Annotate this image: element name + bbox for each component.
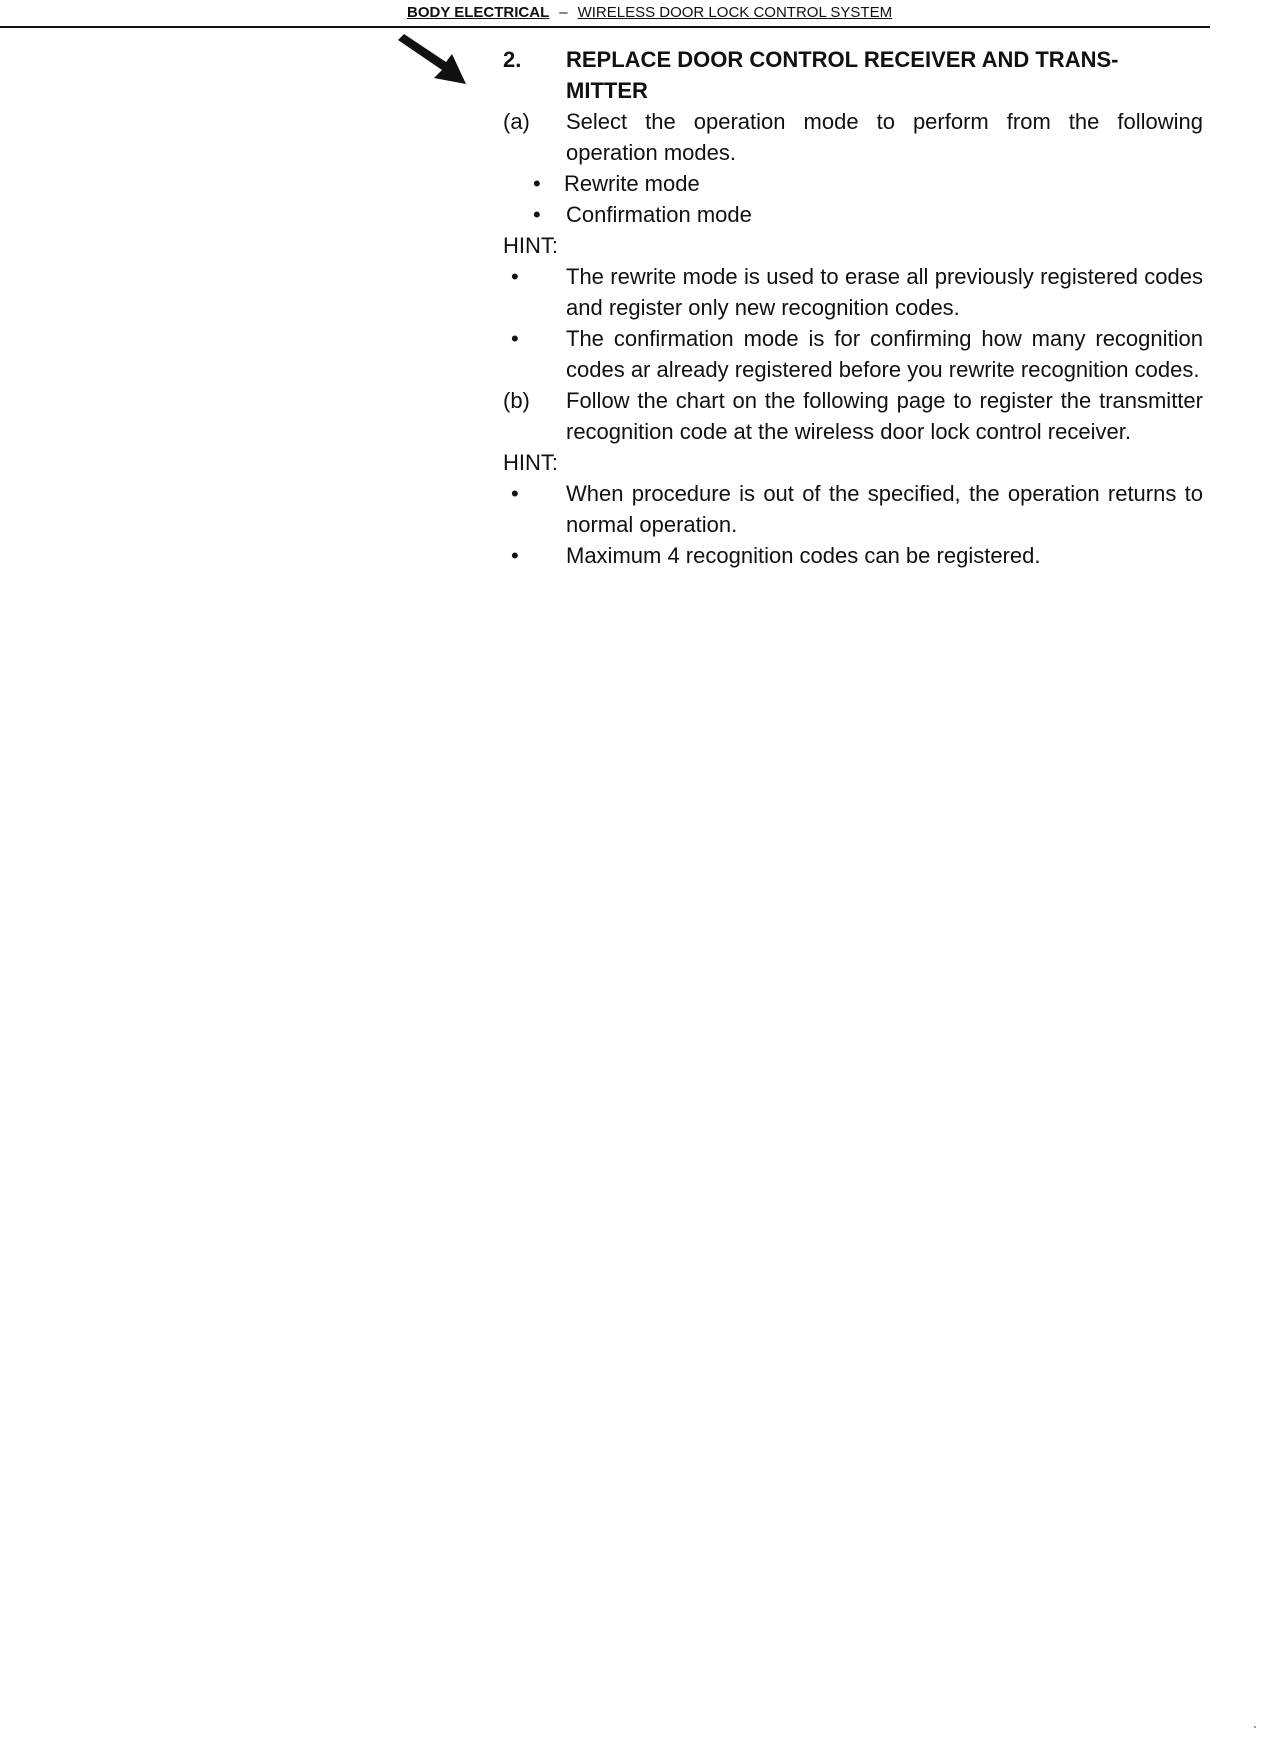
- procedure-content: [503, 44, 1203, 571]
- item-a: [503, 106, 1203, 168]
- item-b-text: Follow the chart on the following page to register the transmitter recognition code at the wireless door lock control receiver.: [566, 388, 1203, 444]
- mode-list: [503, 168, 1203, 230]
- header-section: BODY ELECTRICAL: [407, 4, 550, 21]
- header-separator: –: [559, 4, 568, 21]
- header-subsection: WIRELESS DOOR LOCK CONTROL SYSTEM: [577, 4, 893, 21]
- hint-1-bullet-1: The rewrite mode is used to erase all previously registered codes and register only new recognition codes.: [566, 264, 1203, 320]
- list-item: [503, 540, 1203, 571]
- hint-2-label: HINT:: [503, 450, 558, 475]
- scan-speck: [1254, 1726, 1256, 1728]
- arrow-icon: [396, 34, 470, 88]
- page-header: [0, 0, 1210, 28]
- hint-2-bullet-2: Maximum 4 recognition codes can be registered.: [566, 543, 1041, 568]
- bullet-icon: •: [533, 171, 541, 196]
- hint-2: [503, 447, 1203, 571]
- mode-confirmation: Confirmation mode: [566, 202, 752, 227]
- list-item: [503, 478, 1203, 540]
- step-number: 2.: [503, 47, 522, 72]
- bullet-icon: •: [533, 202, 541, 227]
- mode-rewrite: Rewrite mode: [564, 171, 700, 196]
- step-title: REPLACE DOOR CONTROL RECEIVER AND TRANS- MITTER: [566, 47, 1119, 103]
- hint-1-bullet-2: The confirmation mode is for confirming how many recognition codes ar already registered before you rewrite recognition codes.: [566, 326, 1203, 382]
- item-b: [503, 385, 1203, 447]
- hint-1: [503, 230, 1203, 385]
- item-b-marker: (b): [503, 388, 530, 413]
- hint-2-bullet-1: When procedure is out of the specified, the operation returns to normal operation.: [566, 481, 1203, 537]
- item-a-marker: (a): [503, 109, 530, 134]
- header-text: [407, 4, 892, 21]
- list-item: [503, 323, 1203, 385]
- bullet-icon: •: [511, 543, 519, 568]
- item-a-text: Select the operation mode to perform from the following operation modes.: [566, 109, 1203, 165]
- list-item: [503, 261, 1203, 323]
- hint-1-label: HINT:: [503, 233, 558, 258]
- bullet-icon: •: [511, 481, 519, 506]
- step-heading: [503, 44, 1203, 106]
- list-item: [503, 168, 1203, 199]
- bullet-icon: •: [511, 326, 519, 351]
- bullet-icon: •: [511, 264, 519, 289]
- list-item: [503, 199, 1203, 230]
